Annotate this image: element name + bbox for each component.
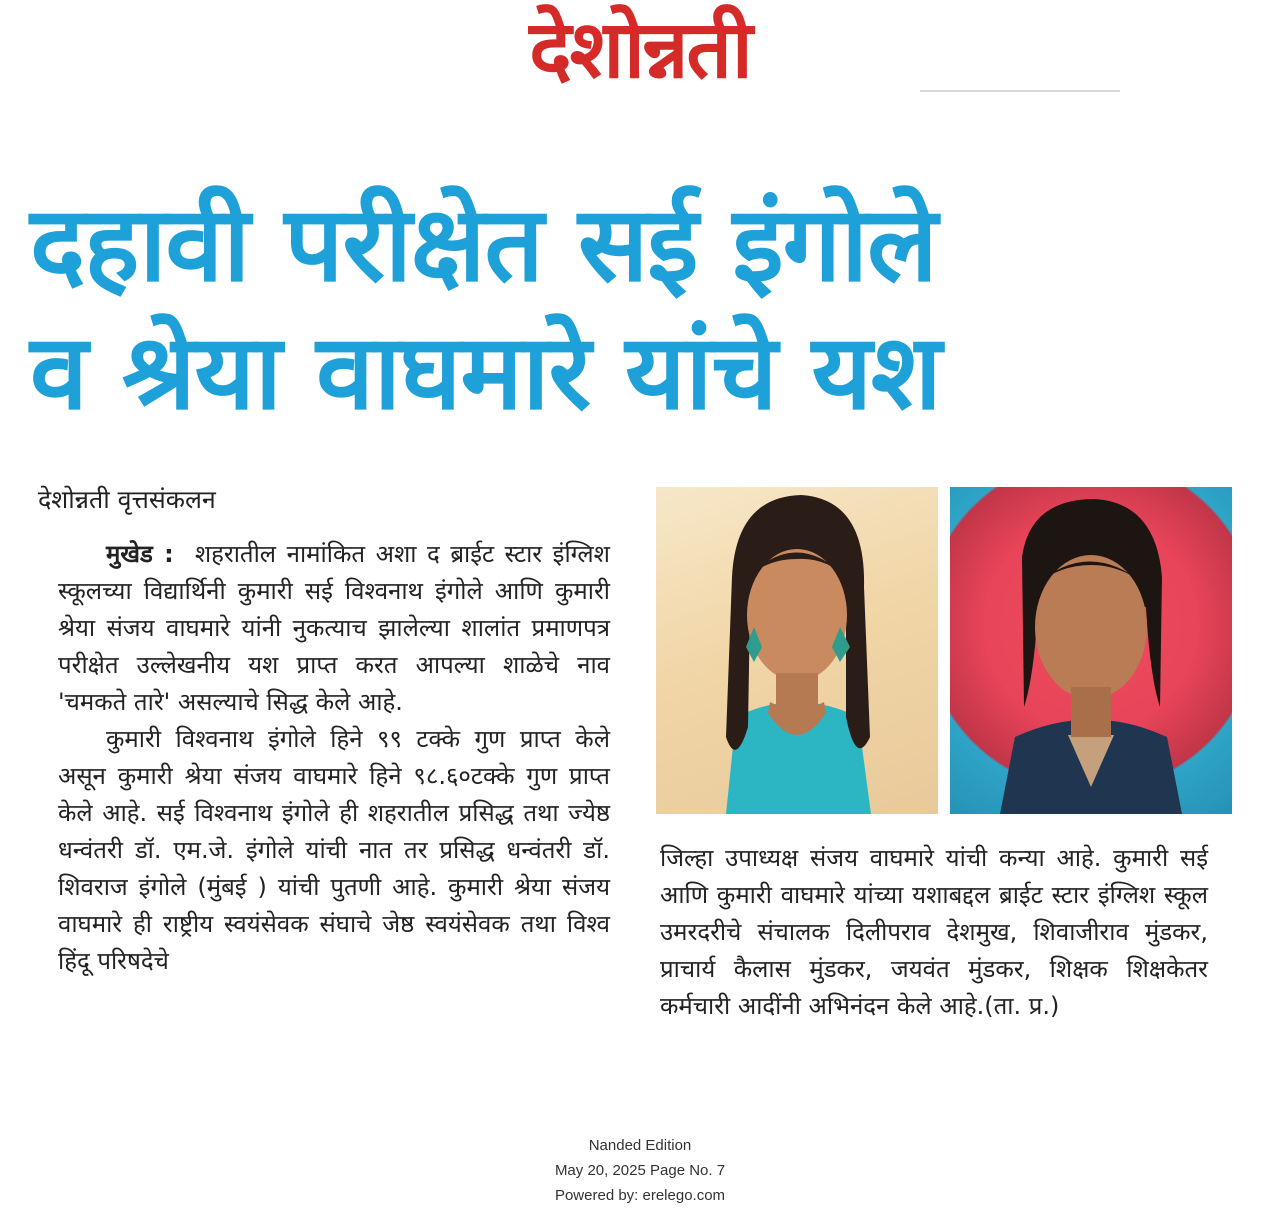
portrait-illustration-2 [950, 487, 1232, 814]
article-paragraph-3: जिल्हा उपाध्यक्ष संजय वाघमारे यांची कन्या आहे. कुमारी सई आणि कुमारी वाघमारे यांच्या यशाबद्दल ब्राईट स्टार इंग्लिश स्कूल उमरदरीचे संचालक दिलीपराव देशमुख, शिवाजीराव मुंडकर, प्राचार्य कैलास मुंडकर, जयवंत मुंडकर, शिक्षक शिक्षकेतर कर्मचारी आदींनी अभिनंदन केले आहे.(ता. प्र.) [660, 844, 1208, 1020]
article-paragraph-2: कुमारी विश्वनाथ इंगोले हिने ९९ टक्के गुण प्राप्त केले असून कुमारी श्रेया संजय वाघमारे हिने ९८.६०टक्के गुण प्राप्त केले आहे. सई विश्वनाथ इंगोले ही शहरातील प्रसिद्ध तथा ज्येष्ठ धन्वंतरी डॉ. एम.जे. इंगोले यांची नात तर प्रसिद्ध धन्वंतरी डॉ. शिवराज इंगोले (मुंबई ) यांची पुतणी आहे. कुमारी श्रेया संजय वाघमारे ही राष्ट्रीय स्वयंसेवक संघाचे जेष्ठ स्वयंसेवक तथा विश्व हिंदू परिषदेचे [58, 725, 610, 975]
portrait-illustration-1 [656, 487, 938, 814]
article-paragraph-1 [58, 536, 610, 721]
footer-date-page: May 20, 2025 Page No. 7 [554, 1162, 726, 1179]
student-photo-shreya [950, 487, 1232, 814]
dateline: मुखेड : [106, 540, 174, 568]
article-column-right [660, 840, 1208, 1025]
headline-line-1: दहावी परीक्षेत सई इंगोले [30, 183, 937, 305]
student-photo-sai [656, 487, 938, 814]
headline-line-2: व श्रेया वाघमारे यांचे यश [30, 311, 941, 433]
masthead [0, 0, 1280, 100]
footer-edition: Nanded Edition [588, 1137, 692, 1154]
footer-powered-by: Powered by: erelego.com [554, 1187, 726, 1204]
paragraph-1-text: शहरातील नामांकित अशा द ब्राईट स्टार इंग्लिश स्कूलच्या विद्यार्थिनी कुमारी सई विश्वनाथ इंगोले आणि कुमारी श्रेया संजय वाघमारे यांनी नुकत्याच झालेल्या शालांत प्रमाणपत्र परीक्षेत उल्लेखनीय यश प्राप्त करत आपल्या शाळेचे नाव 'चमकते तारे' असल्याचे सिद्ध केले आहे. [58, 540, 611, 716]
article-column-left [58, 536, 610, 980]
headline [30, 180, 1250, 436]
byline: देशोन्नती वृत्तसंकलन [38, 485, 216, 514]
page-footer [440, 1133, 840, 1208]
masthead-logo: देशोन्नती [529, 3, 751, 96]
masthead-divider [920, 90, 1120, 92]
